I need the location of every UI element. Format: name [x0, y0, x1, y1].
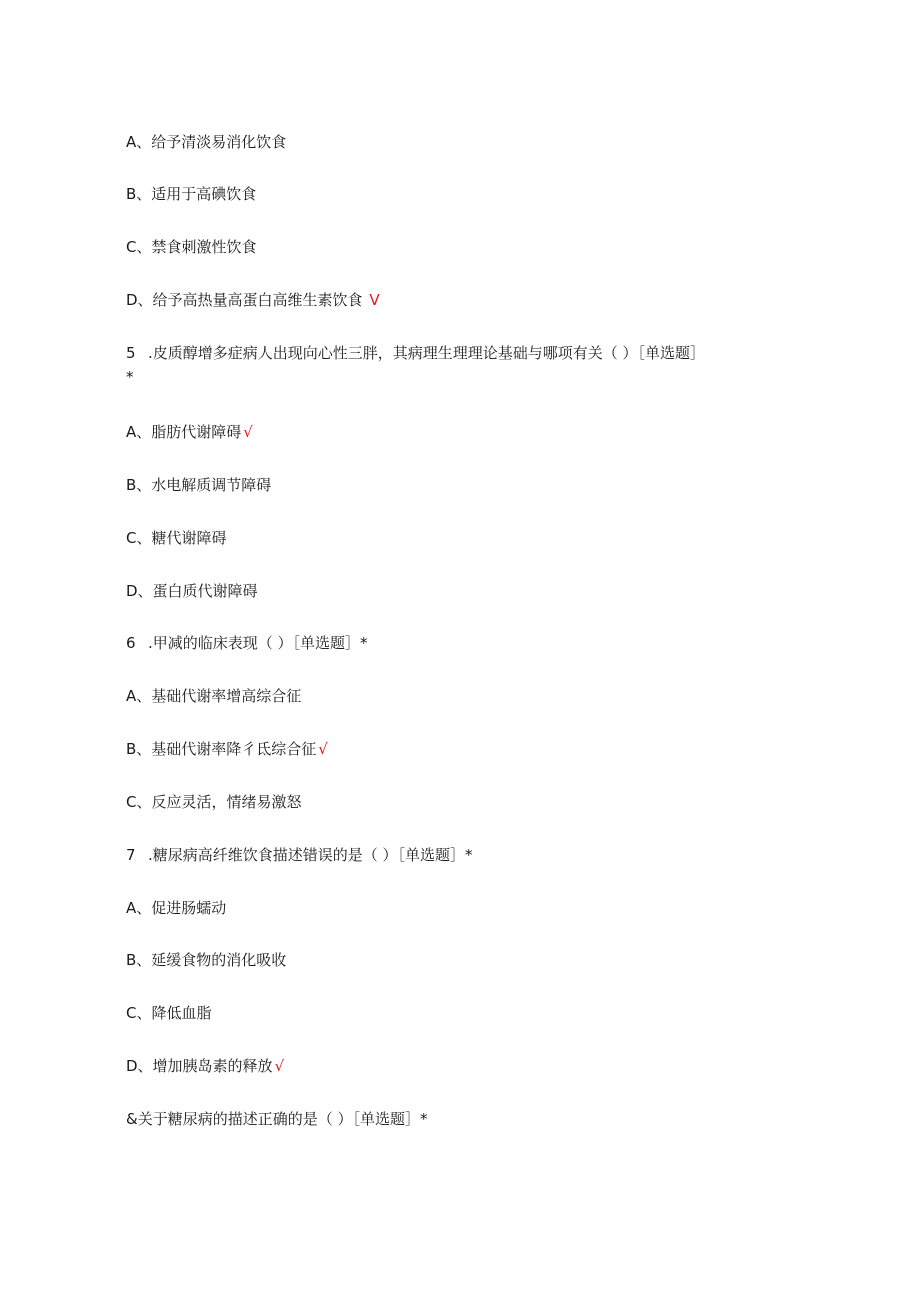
q5-option-a: A、脂肪代谢障碍 √ — [126, 423, 253, 441]
q7-option-d: D、增加胰岛素的释放 √ — [126, 1057, 285, 1075]
required-star: * — [126, 368, 134, 386]
question-5 — [126, 343, 705, 363]
question-text: &关于糖尿病的描述正确的是（ ）［单选题］* — [126, 1110, 428, 1128]
question-number: 5 — [126, 344, 136, 362]
q6-option-a: A、基础代谢率增高综合征 — [126, 687, 302, 705]
q5-option-c: C、糖代谢障碍 — [126, 529, 227, 547]
q5-option-d: D、蛋白质代谢障碍 — [126, 582, 258, 600]
question-6 — [126, 633, 368, 653]
question-text: .皮质醇增多症病人出现向心性三胖，其病理生理理论基础与哪项有关（ ）［单选题］ — [148, 344, 706, 362]
question-8 — [126, 1109, 427, 1129]
question-number: 7 — [126, 846, 136, 864]
question-7 — [126, 845, 473, 865]
q4-option-b: B、适用于高碘饮食 — [126, 185, 257, 203]
q4-option-a: A、给予清淡易消化饮食 — [126, 133, 287, 151]
q4-option-d: D、给予高热量高蛋白高维生素饮食 V — [126, 291, 380, 309]
q4-option-c: C、禁食刺激性饮食 — [126, 238, 257, 256]
q7-option-c: C、降低血脂 — [126, 1004, 212, 1022]
question-text: .糖尿病高纤维饮食描述错误的是（ ）［单选题］* — [148, 846, 473, 864]
question-text: .甲减的临床表现（ ）［单选题］* — [148, 634, 368, 652]
answer-mark: √ — [318, 740, 328, 758]
q7-option-a: A、促进肠蠕动 — [126, 899, 227, 917]
answer-mark: V — [364, 291, 380, 309]
q6-option-b: B、基础代谢率降彳氐综合征 √ — [126, 740, 328, 758]
q5-option-b: B、水电解质调节障碍 — [126, 476, 272, 494]
answer-mark: √ — [243, 423, 253, 441]
question-number: 6 — [126, 634, 136, 652]
answer-mark: √ — [274, 1057, 285, 1075]
q7-option-b: B、延缓食物的消化吸收 — [126, 951, 287, 969]
q6-option-c: C、反应灵活，情绪易激怒 — [126, 793, 302, 811]
